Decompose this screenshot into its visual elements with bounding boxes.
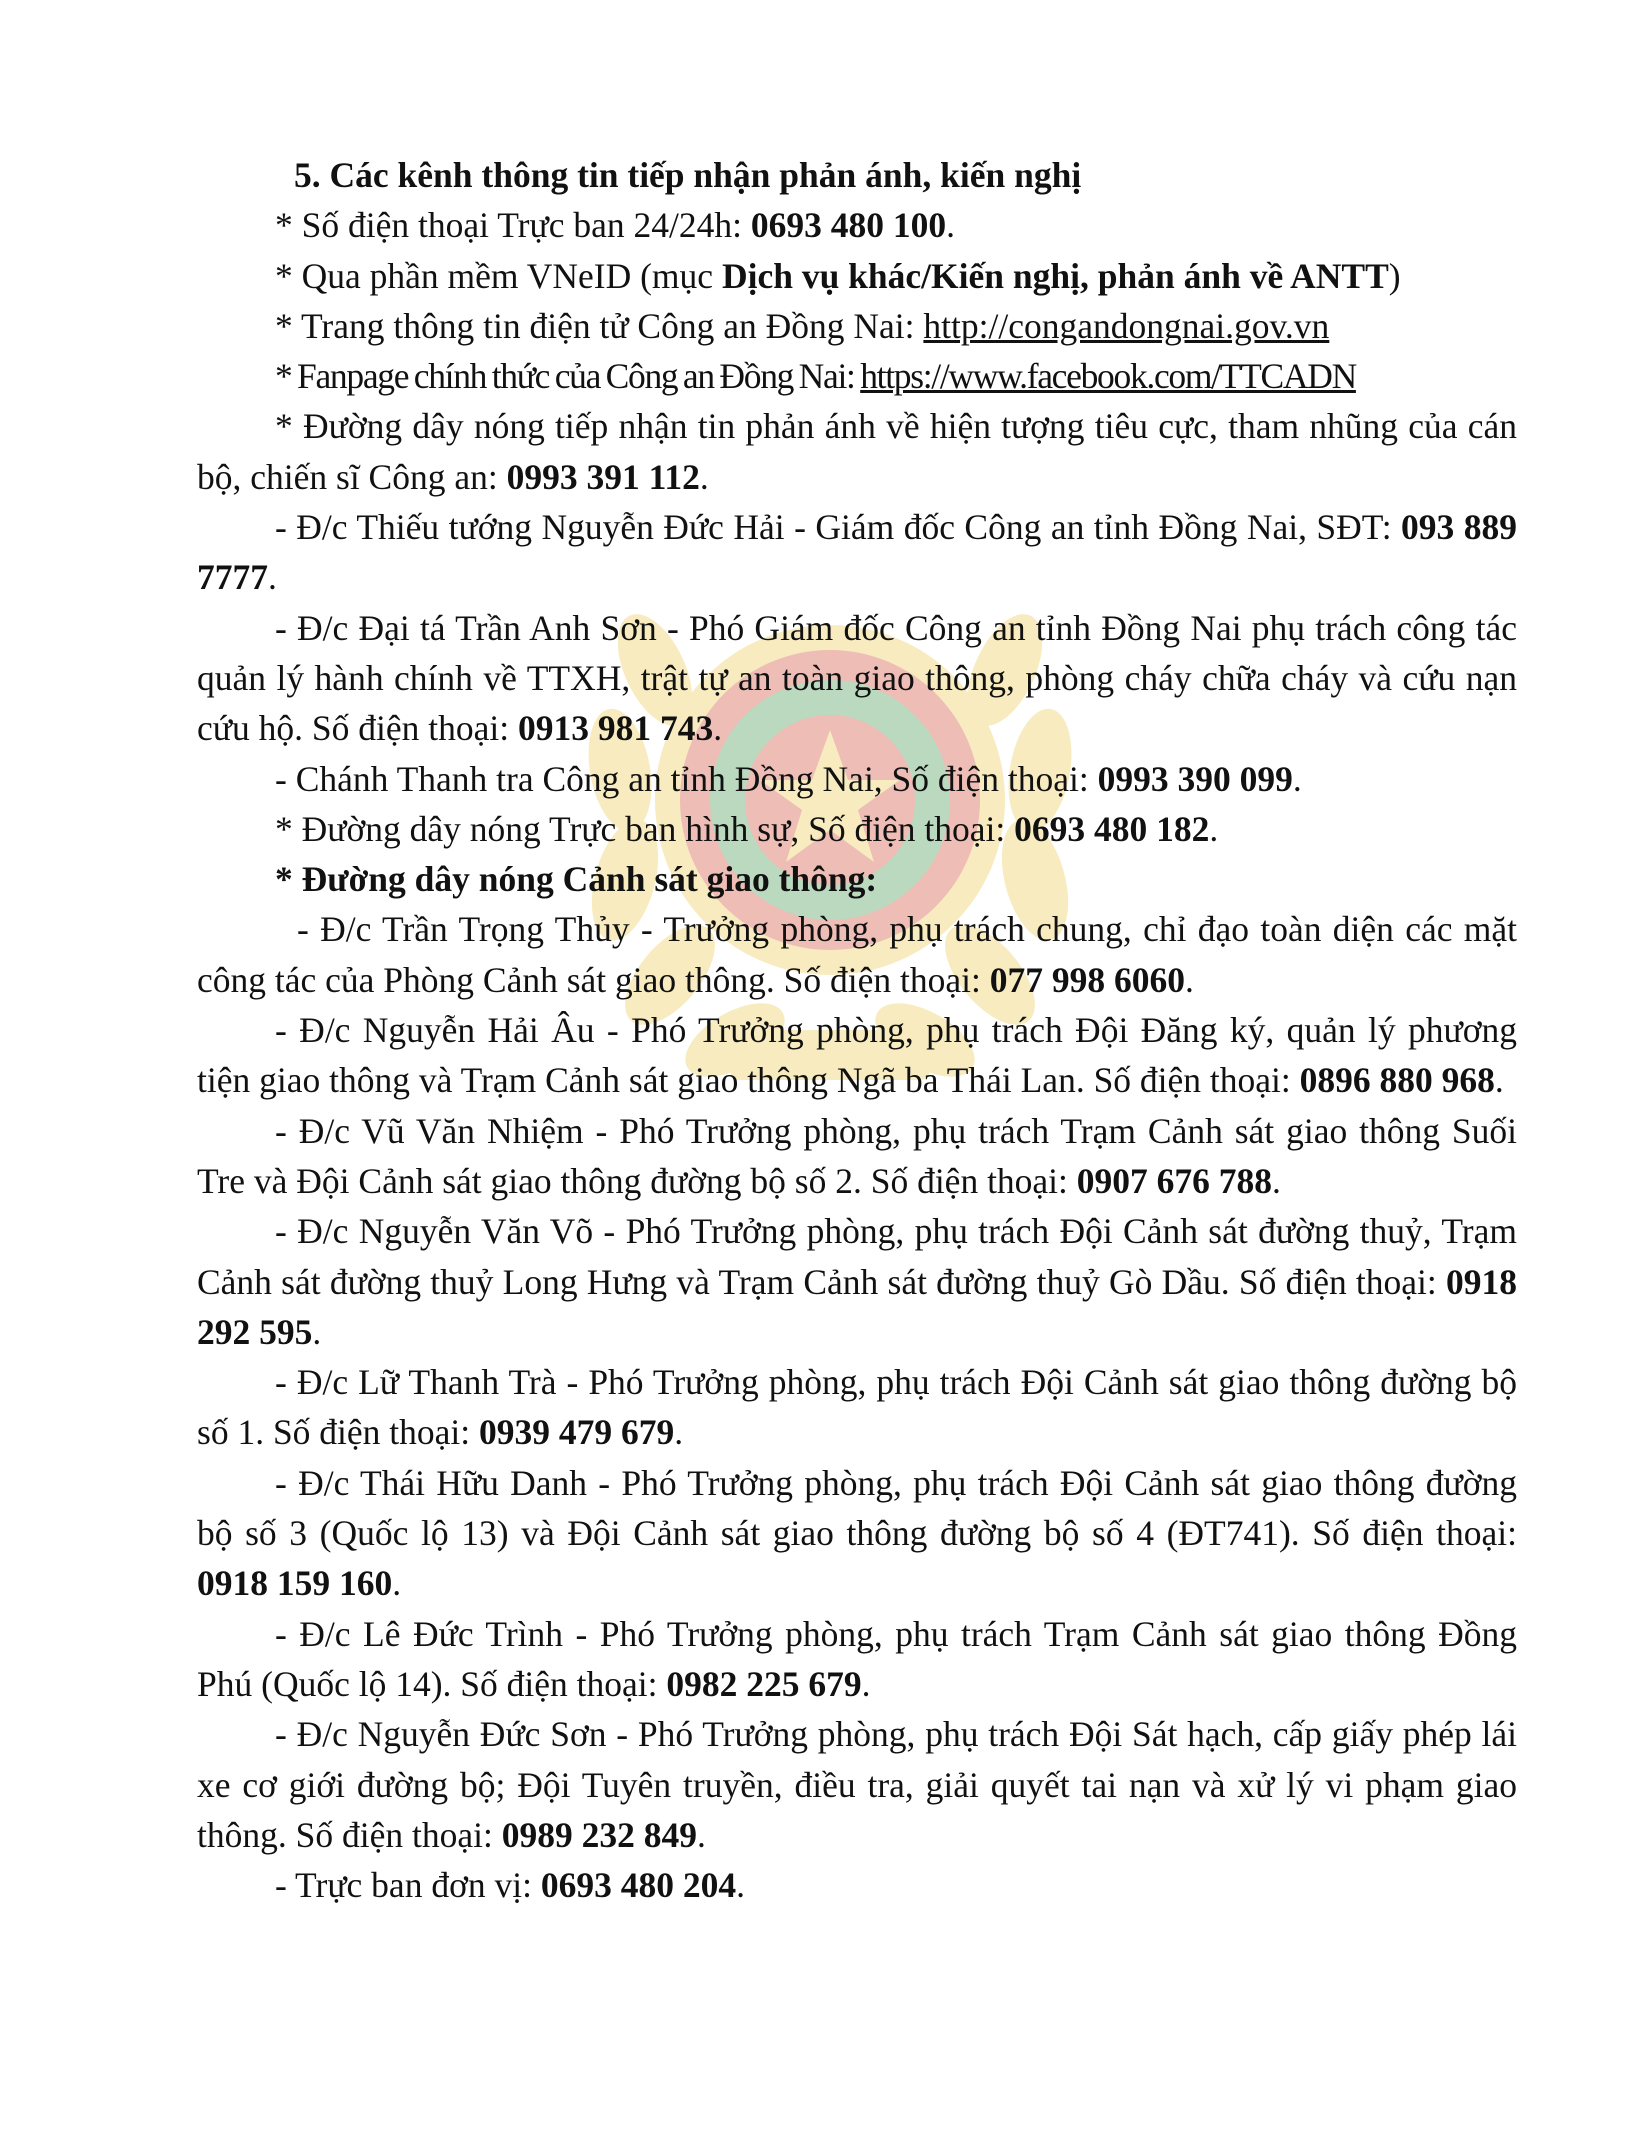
item-hotline-24h: * Số điện thoại Trực ban 24/24h: 0693 480 100.: [275, 205, 955, 246]
item-vneid: * Qua phần mềm VNeID (mục Dịch vụ khác/Kiến nghị, phản ánh về ANTT): [275, 255, 1401, 296]
section-title: 5. Các kênh thông tin tiếp nhận phản ánh, kiến nghị: [294, 155, 1082, 195]
traffic-item-deputy-au: - Đ/c Nguyễn Hải Âu - Phó Trưởng phòng, phụ trách Đội Đăng ký, quản lý phương tiện giao thông và Trạm Cảnh sát giao thông Ngã ba Thái Lan. Số điện thoại: 0896 880 968.: [197, 1010, 1517, 1101]
item-website: * Trang thông tin điện tử Công an Đồng Nai: http://congandongnai.gov.vn: [275, 305, 1330, 346]
item-corruption-hotline: * Đường dây nóng tiếp nhận tin phản ánh về hiện tượng tiêu cực, tham nhũng của cán bộ, chiến sĩ Công an: 0993 391 112.: [197, 406, 1517, 497]
traffic-item-unit-duty: - Trực ban đơn vị: 0693 480 204.: [275, 1865, 745, 1906]
item-fanpage: * Fanpage chính thức của Công an Đồng Nai: https://www.facebook.com/TTCADN: [275, 356, 1356, 397]
item-chief-inspector: - Chánh Thanh tra Công an tỉnh Đồng Nai, Số điện thoại: 0993 390 099.: [275, 758, 1302, 799]
item-criminal-duty: * Đường dây nóng Trực ban hình sự, Số điện thoại: 0693 480 182.: [275, 808, 1219, 849]
traffic-item-deputy-son: - Đ/c Nguyễn Đức Sơn - Phó Trưởng phòng, phụ trách Đội Sát hạch, cấp giấy phép lái xe cơ giới đường bộ; Đội Tuyên truyền, điều tra, giải quyết tai nạn và xử lý vi phạm giao thông. Số điện thoại: 0989 232 849.: [197, 1714, 1517, 1855]
document-body: [197, 150, 1517, 1910]
traffic-heading: * Đường dây nóng Cảnh sát giao thông:: [275, 859, 878, 900]
website-link[interactable]: http://congandongnai.gov.vn: [923, 305, 1330, 346]
item-director: - Đ/c Thiếu tướng Nguyễn Đức Hải - Giám đốc Công an tỉnh Đồng Nai, SĐT: 093 889 7777.: [197, 507, 1517, 598]
traffic-item-deputy-nhiem: - Đ/c Vũ Văn Nhiệm - Phó Trưởng phòng, phụ trách Trạm Cảnh sát giao thông Suối Tre và Đội Cảnh sát giao thông đường bộ số 2. Số điện thoại: 0907 676 788.: [197, 1110, 1517, 1201]
traffic-item-deputy-trinh: - Đ/c Lê Đức Trình - Phó Trưởng phòng, phụ trách Trạm Cảnh sát giao thông Đồng Phú (Quốc lộ 14). Số điện thoại: 0982 225 679.: [197, 1613, 1517, 1704]
traffic-item-deputy-danh: - Đ/c Thái Hữu Danh - Phó Trưởng phòng, phụ trách Đội Cảnh sát giao thông đường bộ số 3 (Quốc lộ 13) và Đội Cảnh sát giao thông đường bộ số 4 (ĐT741). Số điện thoại: 0918 159 160.: [197, 1462, 1517, 1604]
fanpage-link[interactable]: https://www.facebook.com/TTCADN: [860, 356, 1356, 397]
traffic-item-deputy-vo: - Đ/c Nguyễn Văn Võ - Phó Trưởng phòng, phụ trách Đội Cảnh sát đường thuỷ, Trạm Cảnh sát đường thuỷ Long Hưng và Trạm Cảnh sát đường thuỷ Gò Dầu. Số điện thoại: 0918 292 595.: [197, 1211, 1517, 1352]
traffic-item-chief: - Đ/c Trần Trọng Thủy - Trưởng phòng, phụ trách chung, chỉ đạo toàn diện các mặt công tác của Phòng Cảnh sát giao thông. Số điện thoại: 077 998 6060.: [197, 909, 1517, 1000]
traffic-item-deputy-tra: - Đ/c Lữ Thanh Trà - Phó Trưởng phòng, phụ trách Đội Cảnh sát giao thông đường bộ số 1. Số điện thoại: 0939 479 679.: [197, 1362, 1517, 1453]
item-deputy-director: - Đ/c Đại tá Trần Anh Sơn - Phó Giám đốc Công an tỉnh Đồng Nai phụ trách công tác quản lý hành chính về TTXH, trật tự an toàn giao thông, phòng cháy chữa cháy và cứu nạn cứu hộ. Số điện thoại: 0913 981 743.: [197, 607, 1517, 749]
